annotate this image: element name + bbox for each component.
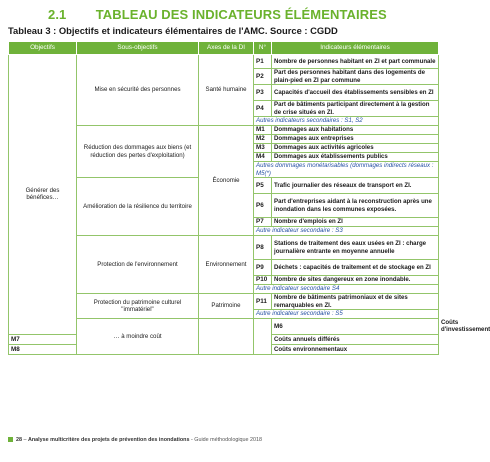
footer-separator: –: [23, 437, 28, 443]
indicator-text: Dommages aux établissements publics: [272, 153, 439, 162]
section-heading: [48, 7, 438, 22]
indicator-text: Dommages aux habitations: [272, 126, 439, 135]
secondary-indicators: Autre indicateur secondaire : S3: [254, 227, 439, 236]
indicator-number: P2: [254, 69, 272, 85]
secondary-indicators: Autres dommages monétarisables (dommages indirects réseaux : M5(*): [254, 162, 439, 178]
footer-separator: -: [190, 437, 195, 443]
sub-objective-damage-reduction: Réduction des dommages aux biens (et réduction des pertes d'exploitation): [77, 126, 199, 178]
header-objectifs: Objectifs: [9, 42, 77, 55]
table-header-row: [9, 42, 439, 55]
footer-guide: Guide méthodologique 2018: [194, 437, 263, 443]
table-caption: Tableau 3 : Objectifs et indicateurs élémentaires de l'AMC. Source : CGDD: [8, 25, 338, 36]
indicator-number: M4: [254, 153, 272, 162]
indicator-text: Coûts environnementaux: [272, 344, 439, 354]
indicator-number: P1: [254, 55, 272, 69]
indicator-text: Part des personnes habitant dans des logements de plain-pied en ZI par commune: [272, 69, 439, 85]
sub-objective-safety: Mise en sécurité des personnes: [77, 55, 199, 126]
axis-heritage: Patrimoine: [199, 294, 254, 319]
indicator-number: M7: [9, 334, 77, 344]
indicator-text: Déchets : capacités de traitement et de stockage en ZI: [272, 260, 439, 276]
indicator-text: Capacités d'accueil des établissements sensibles en ZI: [272, 85, 439, 101]
indicator-text: Part d'entreprises aidant à la reconstruction après une inondation dans les communes exposées.: [272, 194, 439, 218]
indicator-number: P8: [254, 236, 272, 260]
indicator-number: P11: [254, 294, 272, 310]
indicator-text: Dommages aux entreprises: [272, 135, 439, 144]
sub-objective-empty: [199, 319, 254, 355]
table-row: … à moindre coût M6 Coûts d'investissement: [9, 319, 439, 335]
section-title: TABLEAU DES INDICATEURS ÉLÉMENTAIRES: [95, 7, 387, 22]
axis-economy: Économie: [199, 126, 254, 236]
indicator-number: P7: [254, 218, 272, 227]
axis-environment: Environnement: [199, 236, 254, 294]
table-row: [9, 55, 439, 69]
indicator-text: Coûts annuels différés: [272, 334, 439, 344]
header-axes: Axes de la DI: [199, 42, 254, 55]
header-indicateurs: Indicateurs élémentaires: [272, 42, 439, 55]
indicators-table: [8, 41, 490, 355]
objective-benefits: Générer des bénéfices…: [9, 55, 77, 335]
indicator-text: Nombre de personnes habitant en ZI et part communale: [272, 55, 439, 69]
indicator-text: Nombre de bâtiments patrimoniaux et de sites remarquables en ZI.: [272, 294, 439, 310]
indicator-number: M3: [254, 144, 272, 153]
indicator-number: M1: [254, 126, 272, 135]
header-sous-objectifs: Sous-objectifs: [77, 42, 199, 55]
secondary-indicators: Autres indicateurs secondaires : S1, S2: [254, 117, 439, 126]
indicator-text: Stations de traitement des eaux usées en ZI : charge journalière entrante en moyenne annuelle: [272, 236, 439, 260]
indicator-number: P5: [254, 178, 272, 194]
header-numero: N°: [254, 42, 272, 55]
indicator-number: M2: [254, 135, 272, 144]
indicator-number: P3: [254, 85, 272, 101]
secondary-indicators: Autre indicateur secondaire : S5: [254, 310, 439, 319]
indicator-number: P10: [254, 276, 272, 285]
indicator-text: Dommages aux activités agricoles: [272, 144, 439, 153]
indicator-text: Nombre d'emplois en ZI: [272, 218, 439, 227]
indicator-number: M8: [9, 344, 77, 354]
indicator-number: P4: [254, 101, 272, 117]
indicator-text: Part de bâtiments participant directement à la gestion de crise situés en ZI.: [272, 101, 439, 117]
indicator-number: M6: [272, 319, 439, 335]
section-number: 2.1: [48, 7, 67, 22]
page-number: 28: [16, 437, 22, 443]
indicator-number: P6: [254, 194, 272, 218]
footer-title: Analyse multicritère des projets de prévention des inondations: [28, 437, 190, 443]
sub-objective-resilience: Amélioration de la résilience du territoire: [77, 178, 199, 236]
indicator-text: Trafic journalier des réseaux de transport en ZI.: [272, 178, 439, 194]
axis-health: Santé humaine: [199, 55, 254, 126]
page-footer: [8, 437, 438, 443]
axis-empty: [254, 319, 272, 355]
sub-objective-heritage: Protection du patrimoine culturel "immatériel": [77, 294, 199, 319]
objective-cost: … à moindre coût: [77, 319, 199, 355]
indicator-number: P9: [254, 260, 272, 276]
indicator-text: Nombre de sites dangereux en zone inondable.: [272, 276, 439, 285]
footer-marker-icon: [8, 437, 13, 442]
sub-objective-environment: Protection de l'environnement: [77, 236, 199, 294]
secondary-indicators: Autre indicateur secondaire S4: [254, 285, 439, 294]
